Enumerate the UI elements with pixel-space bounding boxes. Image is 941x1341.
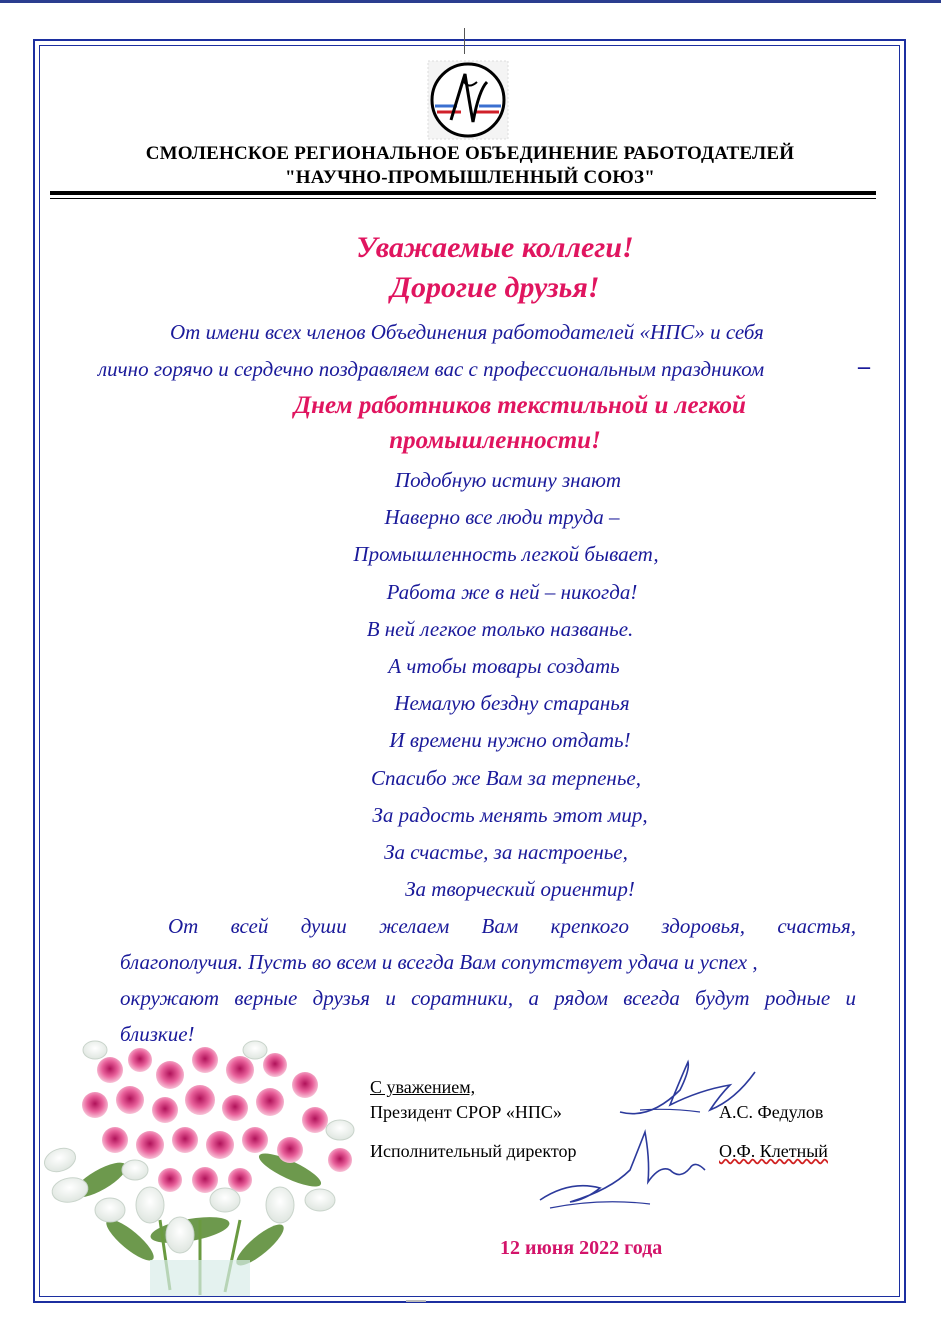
director-signature (530, 1120, 720, 1220)
wishes-line4: близкие! (120, 1022, 195, 1046)
poem-line: За радость менять этот мир, (372, 802, 648, 827)
header-rule-thin (50, 198, 876, 199)
president-name: А.С. Федулов (719, 1102, 824, 1122)
poem-line: А чтобы товары создать (388, 654, 620, 678)
intro-dash: – (858, 354, 870, 380)
flower-bouquet-image (40, 1030, 370, 1298)
wishes-line3: окружают верные друзья и соратники, а рядом всегда будут родные и (120, 986, 856, 1010)
poem-line: Работа же в ней – никогда! (386, 579, 638, 604)
header-rule-thick (50, 191, 876, 195)
poem-line: В ней легкое только названье. (366, 616, 634, 641)
wishes-line1: От всей души желаем Вам крепкого здоровья, счастья, (168, 914, 856, 938)
poem-line: За счастье, за настроенье, (384, 840, 628, 864)
poem-line: Наверно все люди труда – (384, 505, 620, 530)
director-name: О.Ф. Клетный (719, 1141, 828, 1161)
director-title: Исполнительный директор (370, 1141, 577, 1161)
poem-line: Промышленность легкой бывает, (353, 542, 659, 567)
document-date: 12 июня 2022 года (500, 1237, 663, 1259)
poem-line: Подобную истину знают (394, 468, 622, 492)
poem-line: За творческий ориентир! (405, 877, 635, 902)
org-name-line1: СМОЛЕНСКОЕ РЕГИОНАЛЬНОЕ ОБЪЕДИНЕНИЕ РАБОТОДАТЕЛЕЙ (145, 143, 795, 164)
crop-mark (464, 28, 465, 54)
poem-line: И времени нужно отдать! (389, 728, 631, 753)
regards-label: С уважением, (370, 1077, 476, 1097)
top-edge-line (0, 0, 941, 3)
org-name-line2: "НАУЧНО-ПРОМЫШЛЕННЫЙ СОЮЗ" (285, 167, 655, 188)
greeting-line2: Дорогие друзья! (390, 271, 600, 304)
president-signature (610, 1050, 760, 1130)
poem-line: Немалую бездну старанья (394, 691, 630, 716)
president-title: Президент СРОР «НПС» (370, 1102, 562, 1122)
holiday-line2: промышленности! (389, 427, 601, 454)
poem-line: Спасибо же Вам за терпенье, (371, 765, 641, 790)
bottom-mark (406, 1300, 426, 1302)
intro-line2: лично горячо и сердечно поздравляем вас с профессиональным праздником (98, 357, 765, 381)
wishes-line2: благополучия. Пусть во всем и всегда Вам сопутствует удача и успех , (120, 950, 758, 974)
holiday-line1: Днем работников текстильной и легкой (294, 392, 746, 419)
intro-line1: От имени всех членов Объединения работодателей «НПС» и себя (170, 320, 764, 344)
greeting-line1: Уважаемые коллеги! (356, 231, 634, 264)
nps-logo-icon (427, 60, 509, 140)
